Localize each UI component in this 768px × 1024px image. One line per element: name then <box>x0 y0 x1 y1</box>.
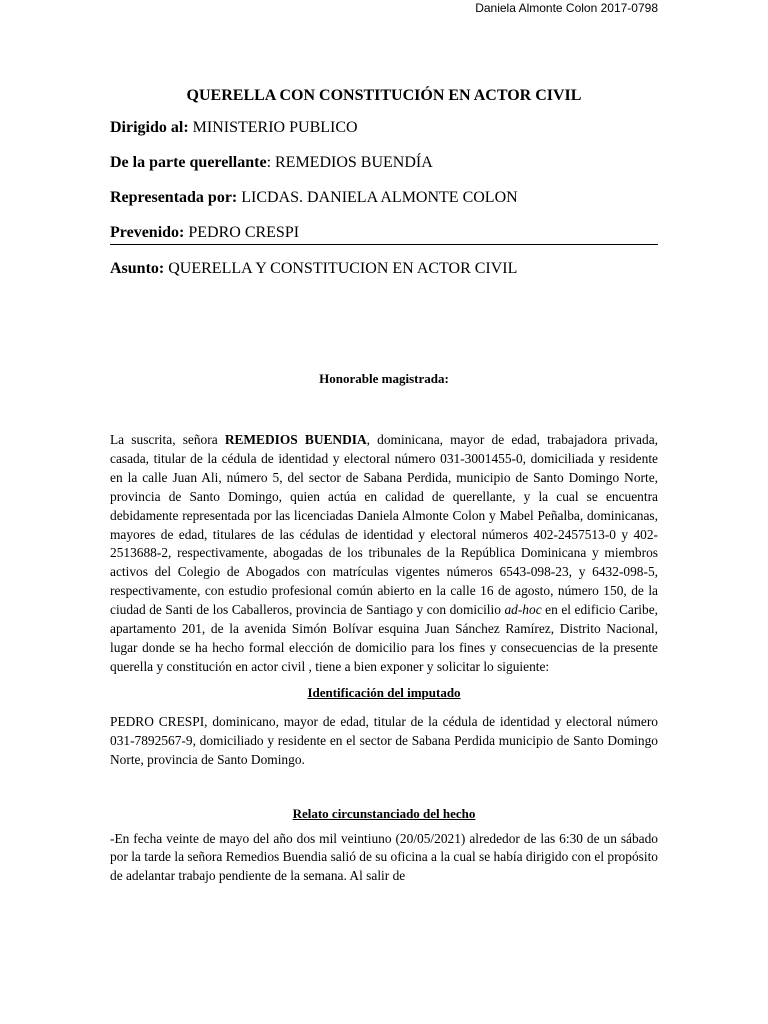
intro-text-1: La suscrita, señora <box>110 432 225 447</box>
salutation: Honorable magistrada: <box>319 371 449 386</box>
field-prevenido-label: Prevenido: <box>110 224 185 241</box>
field-parte-value: : REMEDIOS BUENDÍA <box>266 154 433 171</box>
intro-text-3: en el edificio Caribe, apartamento 201, de la avenida Simón Bolívar esquina Juan Sánchez Ramírez, Distrito Nacional, lugar donde se ha hecho formal elección de domicilio para los fines y consecuencias de la presente querella y constitución en actor civil , tiene a bien exponer y solicitar lo siguiente: <box>110 602 658 674</box>
document-page <box>110 86 658 886</box>
field-dirigido-label: Dirigido al: <box>110 119 189 136</box>
field-dirigido-value: MINISTERIO PUBLICO <box>188 119 358 136</box>
document-title: QUERELLA CON CONSTITUCIÓN EN ACTOR CIVIL <box>186 87 582 104</box>
field-prevenido-value: PEDRO CRESPI <box>184 224 300 241</box>
ad-hoc-term: ad-hoc <box>504 602 542 618</box>
imputado-paragraph: PEDRO CRESPI, dominicano, mayor de edad, titular de la cédula de identidad y electoral número 031-7892567-9, domiciliado y residente en el sector de Sabana Perdida municipio de Santo Domingo Norte, provincia de Santo Domingo. <box>110 713 658 767</box>
field-parte-querellante <box>110 153 658 173</box>
section-heading-relato: Relato circunstanciado del hecho <box>292 805 476 821</box>
field-asunto <box>110 259 658 279</box>
querellante-name: REMEDIOS BUENDIA <box>224 432 367 447</box>
header-author-note: Daniela Almonte Colon 2017-0798 <box>475 1 658 15</box>
field-representada-value: LICDAS. DANIELA ALMONTE COLON <box>237 189 518 206</box>
field-representada <box>110 188 658 208</box>
field-asunto-label: Asunto: <box>110 260 165 277</box>
section-heading-imputado: Identificación del imputado <box>307 684 461 700</box>
relato-paragraph: -En fecha veinte de mayo del año dos mil veintiuno (20/05/2021) alrededor de las 6:30 de un sábado por la tarde la señora Remedios Buendia salió de su oficina a la cual se había dirigido con el propósito de adelantar trabajo pendiente de la semana. Al salir de <box>110 830 658 884</box>
field-parte-label: De la parte querellante <box>110 154 267 171</box>
field-dirigido <box>110 118 658 138</box>
intro-text-2: , dominicana, mayor de edad, trabajadora privada, casada, titular de la cédula de identidad y electoral número 031-3001455-0, domiciliada y residente en la calle Juan Ali, número 5, del sector de Sabana Perdida, municipio de Santo Domingo Norte, provincia de Santo Domingo, quien actúa en calidad de querellante, y la cual se encuentra debidamente representada por las licenciadas Daniela Almonte Colon y Mabel Peñalba, dominicanas, mayores de edad, titulares de las cédulas de identidad y electoral números 402-2457513-0 y 402-2513688-2, respectivamente, abogadas de los tribunales de la República Dominicana y miembros activos del Colegio de Abogados con matrículas vigentes números 6543-098-23, y 6432-098-5, respectivamente, con estudio profesional común abierto en la calle 16 de agosto, número 150, de la ciudad de Santi de los Caballeros, provincia de Santiago y con domicilio <box>110 432 658 618</box>
field-representada-label: Representada por: <box>110 189 238 206</box>
field-prevenido <box>110 223 658 245</box>
intro-paragraph <box>110 431 658 677</box>
field-asunto-value: QUERELLA Y CONSTITUCION EN ACTOR CIVIL <box>164 260 518 277</box>
